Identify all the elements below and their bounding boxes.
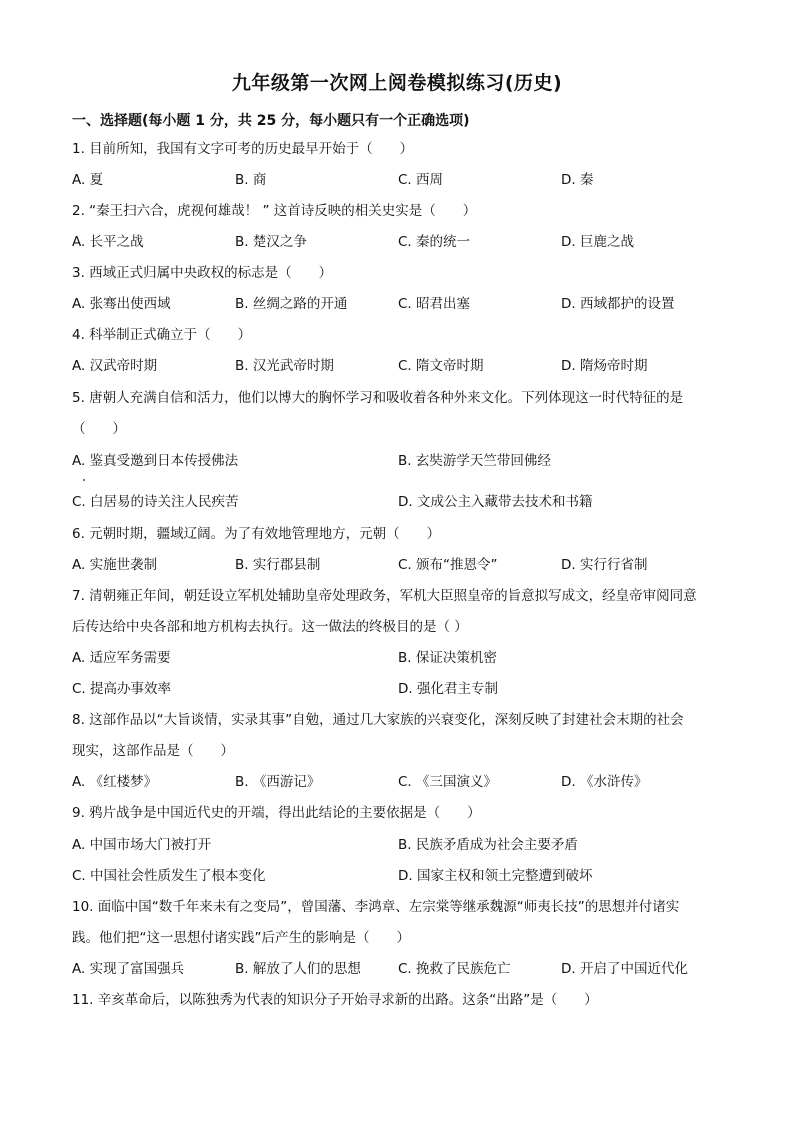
section-heading: 一、选择题(每小题 1 分，共 25 分，每小题只有一个正确选项) — [72, 113, 470, 129]
option-d[interactable]: D. 巨鹿之战 — [561, 234, 634, 250]
question-11-stem: 11. 辛亥革命后，以陈独秀为代表的知识分子开始寻求新的出路。这条“出路”是（ ） — [72, 992, 598, 1008]
question-1-stem: 1. 目前所知，我国有文字可考的历史最早开始于（ ） — [72, 141, 414, 157]
question-1-options — [72, 165, 732, 196]
question-4-stem: 4. 科举制正式确立于（ ） — [72, 327, 252, 343]
option-c[interactable]: C. 隋文帝时期 — [398, 358, 484, 374]
question-10-stem-line-2: 践。他们把“这一思想付诸实践”后产生的影响是（ ） — [72, 930, 410, 946]
option-b[interactable]: B. 保证决策机密 — [398, 650, 497, 666]
option-d[interactable]: D. 国家主权和领土完整遭到破坏 — [398, 868, 593, 884]
option-a[interactable]: A. 张骞出使西域 — [72, 296, 171, 312]
option-c[interactable]: C. 《三国演义》 — [398, 774, 498, 790]
question-6-stem: 6. 元朝时期，疆域辽阔。为了有效地管理地方，元朝（ ） — [72, 526, 441, 542]
option-a[interactable]: A. 汉武帝时期 — [72, 358, 158, 374]
question-7-options-row-2 — [72, 674, 732, 705]
question-2-stem: 2. “秦王扫六合，虎视何雄哉！ ” 这首诗反映的相关史实是（ ） — [72, 203, 477, 219]
option-b[interactable]: B. 玄奘游学天竺带回佛经 — [398, 453, 551, 469]
page-title: 九年级第一次网上阅卷模拟练习(历史) — [231, 72, 563, 94]
question-7-options-row-1 — [72, 643, 732, 674]
question-2-options — [72, 227, 732, 258]
option-d[interactable]: D. 开启了中国近代化 — [561, 961, 688, 977]
option-c[interactable]: C. 西周 — [398, 172, 444, 188]
option-b[interactable]: B. 解放了人们的思想 — [235, 961, 361, 977]
option-a[interactable]: A. 夏 — [72, 172, 104, 188]
question-8-stem-line-1: 8. 这部作品以“大旨谈情，实录其事”自勉，通过几大家族的兴衰变化，深刻反映了封建社会末期的社会 — [72, 712, 684, 728]
question-5-options-row-1 — [72, 446, 732, 477]
option-c[interactable]: C. 挽救了民族危亡 — [398, 961, 511, 977]
question-4-options — [72, 351, 732, 382]
option-b[interactable]: B. 民族矛盾成为社会主要矛盾 — [398, 837, 578, 853]
question-5-stem-line-2: （ ） — [72, 421, 126, 437]
option-d[interactable]: D. 秦 — [561, 172, 594, 188]
option-c[interactable]: C. 白居易的诗关注人民疾苦 — [72, 494, 239, 510]
option-d[interactable]: D. 西域都护的设置 — [561, 296, 675, 312]
option-b[interactable]: B. 商 — [235, 172, 267, 188]
option-d[interactable]: D. 实行行省制 — [561, 557, 648, 573]
question-9-options-row-2 — [72, 861, 732, 892]
question-10-stem-line-1: 10. 面临中国“数千年来未有之变局”，曾国藩、李鸿章、左宗棠等继承魏源“师夷长技”的思想并付诸实 — [72, 899, 680, 915]
question-10-options — [72, 954, 732, 985]
option-d[interactable]: D. 强化君主专制 — [398, 681, 498, 697]
option-b[interactable]: B. 丝绸之路的开通 — [235, 296, 348, 312]
option-a[interactable]: A. 实现了富国强兵 — [72, 961, 185, 977]
option-b[interactable]: B. 汉光武帝时期 — [235, 358, 334, 374]
option-a[interactable]: A. 中国市场大门被打开 — [72, 837, 212, 853]
option-d[interactable]: D. 文成公主入藏带去技术和书籍 — [398, 494, 593, 510]
question-5-options-row-2 — [72, 487, 732, 518]
question-7-stem-line-2: 后传达给中央各部和地方机构去执行。这一做法的终极目的是（ ） — [72, 619, 468, 635]
option-c[interactable]: C. 颁布“推恩令” — [398, 557, 498, 573]
option-c[interactable]: C. 提高办事效率 — [72, 681, 172, 697]
question-9-options-row-1 — [72, 830, 732, 861]
question-7-stem-line-1: 7. 清朝雍正年间，朝廷设立军机处辅助皇帝处理政务，军机大臣照皇帝的旨意拟写成文，经皇帝审阅同意 — [72, 588, 697, 604]
question-9-stem: 9. 鸦片战争是中国近代史的开端，得出此结论的主要依据是（ ） — [72, 805, 481, 821]
question-8-options — [72, 767, 732, 798]
scan-mark — [83, 479, 85, 481]
option-b[interactable]: B. 楚汉之争 — [235, 234, 307, 250]
question-5-stem-line-1: 5. 唐朝人充满自信和活力，他们以博大的胸怀学习和吸收着各种外来文化。下列体现这一时代特征的是 — [72, 390, 684, 406]
option-a[interactable]: A. 长平之战 — [72, 234, 144, 250]
question-8-stem-line-2: 现实，这部作品是（ ） — [72, 743, 234, 759]
option-b[interactable]: B. 实行郡县制 — [235, 557, 321, 573]
question-3-options — [72, 289, 732, 320]
question-3-stem: 3. 西域正式归属中央政权的标志是（ ） — [72, 265, 333, 281]
option-c[interactable]: C. 中国社会性质发生了根本变化 — [72, 868, 266, 884]
option-a[interactable]: A. 适应军务需要 — [72, 650, 171, 666]
option-d[interactable]: D. 隋炀帝时期 — [561, 358, 648, 374]
question-6-options — [72, 550, 732, 581]
option-c[interactable]: C. 秦的统一 — [398, 234, 471, 250]
option-d[interactable]: D. 《水浒传》 — [561, 774, 648, 790]
option-c[interactable]: C. 昭君出塞 — [398, 296, 471, 312]
option-b[interactable]: B. 《西游记》 — [235, 774, 321, 790]
option-a[interactable]: A. 《红楼梦》 — [72, 774, 158, 790]
option-a[interactable]: A. 鉴真受邀到日本传授佛法 — [72, 453, 239, 469]
option-a[interactable]: A. 实施世袭制 — [72, 557, 158, 573]
